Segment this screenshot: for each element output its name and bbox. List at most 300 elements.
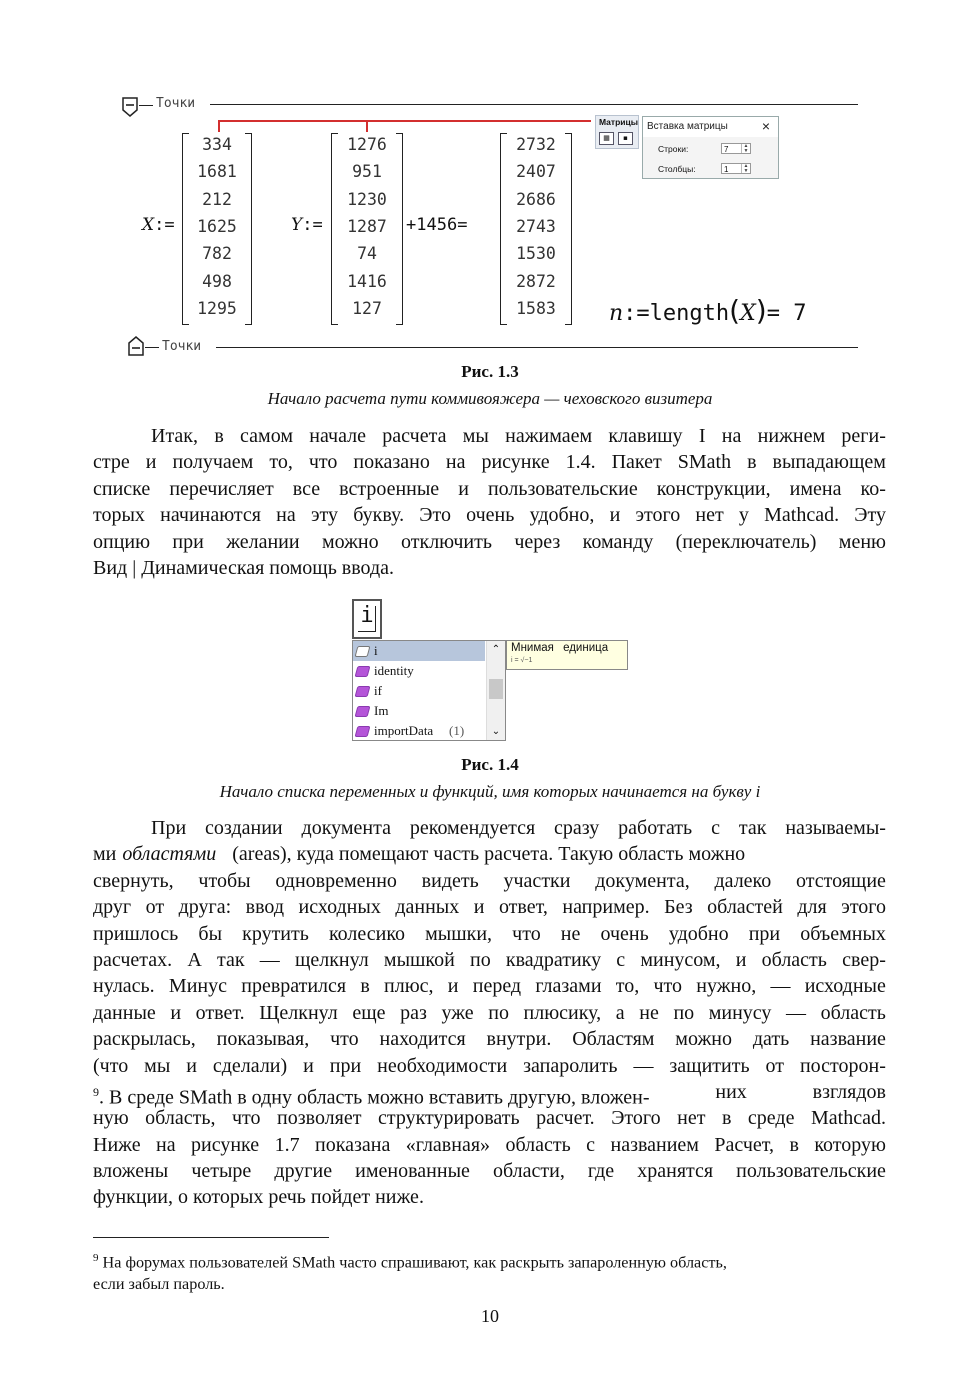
word: взглядов: [812, 1080, 886, 1103]
word: встроенные: [339, 477, 440, 500]
word: то,: [269, 451, 293, 474]
equals-sign: =: [457, 215, 468, 235]
word: где: [587, 1160, 615, 1183]
word: —: [786, 1001, 807, 1024]
variable-icon: [355, 646, 371, 657]
paragraph-2-end: [93, 1105, 886, 1211]
autocomplete-list[interactable]: [352, 640, 506, 741]
function-icon: [355, 686, 371, 697]
spinner-arrows-icon[interactable]: ▲ ▼: [741, 164, 750, 173]
word: Это: [419, 504, 451, 527]
word: в: [789, 1133, 799, 1156]
word: и: [303, 1054, 314, 1077]
autocomplete-item[interactable]: [353, 661, 485, 681]
text-line: [93, 1000, 886, 1026]
word: начинаются: [160, 504, 261, 527]
word: Ниже: [93, 1133, 141, 1156]
word: что: [330, 1028, 359, 1051]
word: нажимаем: [505, 425, 593, 447]
word: списке: [93, 477, 151, 500]
function-icon: [355, 666, 371, 677]
word: Областям: [572, 1028, 655, 1051]
matrix-cell[interactable]: 2407: [516, 162, 556, 182]
matrix-cell[interactable]: 127: [352, 298, 382, 318]
word: глазами: [535, 975, 602, 998]
word: от: [145, 896, 165, 919]
matrix-cell[interactable]: 498: [202, 271, 232, 291]
word: называемы-: [785, 817, 886, 839]
y-assign-op: :=: [302, 215, 323, 235]
figure-1-4-number: Рис. 1.4: [461, 755, 519, 774]
word: «главная»: [405, 1133, 491, 1156]
word: внутри.: [486, 1028, 552, 1051]
word: ответ,: [498, 896, 548, 919]
figure-1-4-caption: Начало списка переменных и функций, имя которых начинается на букву i: [219, 782, 761, 801]
word: что: [231, 1107, 261, 1130]
word: нет: [695, 504, 724, 527]
word: что: [653, 975, 683, 998]
text-line: [93, 1105, 886, 1131]
word: еще: [352, 1001, 386, 1024]
word: на: [156, 1133, 176, 1156]
footnote-text-1: На форумах пользователей SMath часто спрашивают, как раскрыть запароленную область,: [98, 1253, 727, 1272]
matrix-cell[interactable]: 1625: [197, 216, 237, 236]
text-fragment-justified: [222, 841, 886, 867]
word: на: [445, 451, 466, 474]
region-title-bottom[interactable]: Точки: [162, 339, 202, 354]
word: сделали): [212, 1054, 288, 1077]
matrix-cell[interactable]: 1681: [197, 162, 237, 182]
spinner-arrows-icon[interactable]: ▲ ▼: [741, 144, 750, 153]
rows-spinner[interactable]: [721, 143, 751, 154]
word: плюсику,: [523, 1001, 602, 1024]
text-line: [93, 921, 886, 947]
x-variable: X: [142, 215, 155, 235]
matrix-cell[interactable]: 1230: [347, 189, 387, 209]
word: названием: [610, 1133, 699, 1156]
word: данные: [93, 1001, 156, 1024]
scroll-up-icon[interactable]: ⌃: [491, 644, 501, 655]
text-line: [93, 476, 886, 502]
word: при: [748, 922, 781, 945]
word: перед: [472, 975, 522, 998]
red-marker-x: [218, 120, 220, 132]
word: (что: [93, 1054, 129, 1077]
tooltip-title: Мнимая единица: [511, 642, 609, 654]
word: Mathcad.: [764, 504, 840, 527]
region-bottom-connector: [145, 347, 159, 348]
word: —: [770, 975, 791, 998]
word: в: [747, 451, 757, 474]
matrix-toolbar: [595, 115, 639, 149]
matrix-cell[interactable]: 2686: [516, 189, 556, 209]
matrix-x[interactable]: [182, 133, 252, 325]
word: щелкнул: [294, 948, 369, 971]
word: превратился: [241, 975, 347, 998]
matrix-cell[interactable]: 74: [357, 244, 377, 264]
word: исходных: [298, 896, 381, 919]
autocomplete-item-label: importData: [374, 723, 434, 738]
word: и: [170, 1001, 182, 1024]
text-line: [93, 894, 886, 920]
word: которую: [814, 1133, 886, 1156]
word: область,: [145, 1107, 216, 1130]
autocomplete-item[interactable]: [353, 681, 485, 701]
word: букву.: [353, 504, 405, 527]
word: раскрылась,: [93, 1028, 196, 1051]
red-marker-horizontal: [218, 120, 591, 122]
word: нулась.: [93, 975, 155, 998]
autocomplete-item-label: identity: [374, 663, 414, 678]
word: позволяет: [277, 1107, 362, 1130]
page-number: 10: [481, 1306, 499, 1326]
length-result: = 7: [766, 301, 807, 326]
footnote-ref[interactable]: 9: [93, 1084, 99, 1099]
matrix-cell[interactable]: 1287: [347, 216, 387, 236]
word: посторон-: [799, 1054, 886, 1077]
word: друг: [93, 896, 132, 919]
function-icon: [355, 726, 371, 737]
input-underline: [358, 631, 376, 632]
word: по: [470, 948, 491, 971]
word: опцию: [93, 530, 151, 553]
word: расчет.: [536, 1107, 595, 1130]
matrix-toolbar-title: Матрицы: [599, 117, 638, 127]
word: показана: [314, 1133, 391, 1156]
word: I: [698, 425, 706, 447]
word: объемных: [800, 922, 886, 945]
cols-spinner[interactable]: [721, 163, 751, 174]
word: одновременно: [275, 869, 397, 892]
word: на: [721, 425, 742, 447]
text-fragment: . В среде SMath в одну область можно вставить другую, вложен-: [99, 1086, 650, 1109]
word: нет: [677, 1107, 706, 1130]
autocomplete-item[interactable]: [353, 701, 485, 721]
word: рисунке: [481, 451, 550, 474]
word: структурировать: [378, 1107, 520, 1130]
word: расчетах.: [93, 948, 173, 971]
word: начале: [309, 425, 367, 447]
word: этого: [635, 504, 681, 527]
region-bottom-line: [216, 347, 858, 348]
word: что: [308, 451, 338, 474]
word: дать: [752, 1028, 790, 1051]
text-fragment: (areas), куда помещают часть расчета. Такую область можно: [232, 843, 746, 866]
n-length-expression[interactable]: [609, 294, 806, 327]
text-line: [93, 423, 886, 449]
word: бы: [198, 922, 223, 945]
word: и: [145, 451, 157, 474]
word: от: [765, 1054, 785, 1077]
y-assignment-label: [291, 215, 323, 235]
word: документа,: [595, 869, 690, 892]
close-icon[interactable]: ×: [761, 118, 770, 134]
text-line-content: Вид | Динамическая помощь ввода.: [93, 556, 395, 579]
word: пользовательские: [487, 477, 638, 500]
paren-close: ): [755, 294, 767, 327]
word: запаролить: [523, 1054, 618, 1077]
autocomplete-item-label: if: [374, 683, 382, 698]
matrix-cell[interactable]: 1530: [516, 244, 556, 264]
word: Эту: [854, 504, 886, 527]
input-char: i: [360, 603, 374, 628]
word: областей: [707, 896, 783, 919]
figure-1-3-number: Рис. 1.3: [461, 362, 519, 381]
n-assign-op: :=: [623, 301, 650, 326]
word: отключить: [401, 530, 492, 553]
matrix-cell[interactable]: 334: [202, 135, 232, 154]
matrix-cell[interactable]: 2872: [516, 271, 556, 291]
word: в: [360, 975, 370, 998]
word: крутить: [242, 922, 309, 945]
word: не: [639, 1001, 659, 1024]
word: для: [797, 896, 827, 919]
word: Щелкнул: [259, 1001, 338, 1024]
text-line: [93, 1026, 886, 1052]
plus-constant-value: +1456: [406, 215, 458, 235]
word: защитить: [669, 1054, 750, 1077]
scroll-down-icon[interactable]: ⌄: [491, 726, 501, 737]
autocomplete-item-label: Im: [374, 703, 389, 718]
word: мы: [144, 1054, 171, 1077]
word: свер-: [842, 948, 886, 971]
word: команду: [582, 530, 654, 553]
word: друга:: [178, 896, 232, 919]
text-line: [93, 1079, 886, 1109]
matrix-cell[interactable]: 1295: [197, 298, 237, 318]
word: очень: [600, 922, 649, 945]
word: можно: [321, 530, 379, 553]
length-arg: X: [740, 301, 756, 326]
scrollbar[interactable]: [486, 641, 505, 740]
rows-label: Строки:: [658, 144, 689, 154]
text-fragment: [93, 1079, 650, 1109]
footnote-separator: [93, 1237, 329, 1238]
word: имена: [789, 477, 842, 500]
word: этого: [841, 896, 886, 919]
word: Mathcad.: [810, 1107, 886, 1130]
matrix-cell[interactable]: 1276: [347, 135, 387, 154]
word: сразу: [554, 817, 600, 839]
region-top-line: [210, 104, 858, 105]
word: мышкой: [383, 948, 455, 971]
dialog-header: [643, 117, 778, 137]
word: удобно,: [529, 504, 595, 527]
word: клавишу: [608, 425, 683, 447]
word: Минус: [168, 975, 227, 998]
word: расчета: [382, 425, 447, 447]
matrix-cell[interactable]: 212: [202, 189, 232, 209]
text-line: [93, 449, 886, 475]
word: а: [615, 1001, 625, 1024]
text-fragment: ми: [93, 843, 117, 866]
matrix-cell[interactable]: 951: [352, 162, 382, 182]
text-line: [93, 1184, 886, 1210]
word: Расчет,: [714, 1133, 775, 1156]
word: данных: [395, 896, 460, 919]
insert-matrix-icon[interactable]: ▦: [599, 132, 614, 145]
word: меню: [838, 530, 886, 553]
word: по: [488, 1001, 509, 1024]
collapse-region-icon[interactable]: [122, 97, 138, 122]
text-line-content: функции, о которых речь пойдет ниже.: [93, 1186, 424, 1209]
word: колесико: [328, 922, 406, 945]
word: четыре: [191, 1160, 252, 1183]
word: в: [721, 1107, 732, 1130]
word: с: [586, 1133, 596, 1156]
figure-1-3-caption: Начало расчета пути коммивояжера — чеховского визитера: [267, 389, 713, 408]
autocomplete-item[interactable]: [353, 641, 485, 661]
word: перечисляет: [169, 477, 274, 500]
word: исходные: [804, 975, 886, 998]
word: нужно,: [696, 975, 757, 998]
word: по: [673, 1001, 695, 1024]
word: области,: [492, 1160, 565, 1183]
word: нижнем: [757, 425, 826, 447]
word: то,: [615, 975, 640, 998]
text-line: [93, 1158, 886, 1184]
word: видеть: [421, 869, 479, 892]
n-variable: n: [609, 301, 624, 326]
math-input-box[interactable]: [352, 599, 382, 639]
x-assignment-label: [142, 215, 175, 235]
word: минусу: [708, 1001, 772, 1024]
word: с: [711, 817, 720, 839]
dialog-title: Вставка матрицы: [647, 121, 728, 132]
word: ко-: [860, 477, 886, 500]
word: с: [616, 948, 626, 971]
text-line: [93, 1132, 886, 1158]
word: ответ.: [195, 1001, 245, 1024]
word: показано: [353, 451, 430, 474]
text-line: [93, 555, 886, 581]
plus-constant: [406, 215, 467, 235]
word: А: [187, 948, 202, 971]
word: При: [151, 817, 187, 839]
word: ввод: [245, 896, 285, 919]
matrix-cell[interactable]: 1416: [347, 271, 387, 291]
matrix-cell[interactable]: 2743: [516, 216, 556, 236]
word: не: [560, 922, 581, 945]
function-icon: [355, 706, 371, 717]
paragraph-2: [93, 815, 886, 1211]
matrix-cell[interactable]: 1583: [516, 298, 556, 318]
word: свернуть,: [93, 869, 174, 892]
word: можно: [675, 1028, 732, 1051]
word: находится: [379, 1028, 466, 1051]
matrix-cell[interactable]: 2732: [516, 135, 556, 154]
word: минусом,: [640, 948, 721, 971]
word: выпадающем: [772, 451, 886, 474]
word: на: [276, 504, 296, 527]
word: пришлось: [93, 922, 179, 945]
determinant-icon[interactable]: ▪: [618, 132, 633, 145]
word: при: [172, 530, 204, 553]
word: через: [514, 530, 561, 553]
word: квадратику: [505, 948, 602, 971]
word: область: [820, 1001, 886, 1024]
word: участки: [503, 869, 571, 892]
text-line: [93, 868, 886, 894]
region-title-top[interactable]: Точки: [156, 96, 196, 111]
word: Этого: [611, 1107, 661, 1130]
word: и: [735, 948, 747, 971]
word: рисунке: [191, 1133, 260, 1156]
matrix-y[interactable]: [331, 133, 403, 325]
paragraph-1: [93, 423, 886, 581]
word: и: [609, 504, 621, 527]
matrix-cell[interactable]: 782: [202, 244, 232, 264]
word: Пакет: [611, 451, 662, 474]
word: —: [259, 948, 280, 971]
word: —: [633, 1054, 654, 1077]
word: торых: [93, 504, 145, 527]
word: другие: [274, 1160, 333, 1183]
word: реги-: [841, 425, 886, 447]
word: при: [329, 1054, 362, 1077]
autocomplete-item-extra: (1): [449, 723, 465, 738]
rows-value: 7: [724, 145, 729, 154]
word: очень: [466, 504, 515, 527]
text-line: [93, 947, 886, 973]
word: отстоящие: [796, 869, 886, 892]
emphasis-term: областями: [122, 843, 217, 866]
text-line: [93, 529, 886, 555]
word: желании: [226, 530, 300, 553]
word: среде: [747, 1107, 795, 1130]
word: плюс,: [384, 975, 434, 998]
word: все: [292, 477, 321, 500]
word: так: [216, 948, 245, 971]
word: раз: [400, 1001, 427, 1024]
word: далеко: [714, 869, 772, 892]
word: удобно: [668, 922, 729, 945]
word: мышки,: [425, 922, 493, 945]
word: Без: [664, 896, 693, 919]
word: хранятся: [637, 1160, 714, 1183]
word: 1.7: [274, 1133, 300, 1156]
text-line: [93, 502, 886, 528]
word: показывая,: [216, 1028, 310, 1051]
word: них: [715, 1080, 747, 1103]
word: конструкции,: [656, 477, 771, 500]
footnote-line-1: [93, 1247, 886, 1273]
word: получаем: [172, 451, 254, 474]
word: и: [447, 975, 459, 998]
autocomplete-item[interactable]: [353, 721, 485, 741]
paragraph-2-body: [93, 868, 886, 1079]
word: ную: [93, 1107, 129, 1130]
text-line: [93, 973, 886, 999]
word: Итак,: [151, 425, 199, 447]
cols-value: 1: [724, 165, 729, 174]
word: 1.4.: [565, 451, 596, 474]
word: что: [512, 922, 541, 945]
word: например.: [562, 896, 650, 919]
word: рекомендуется: [409, 817, 536, 839]
word: область: [761, 948, 827, 971]
y-variable: Y: [291, 215, 303, 235]
length-function: length: [649, 301, 730, 326]
word: и: [473, 896, 485, 919]
word: самом: [240, 425, 293, 447]
tooltip-formula: i = √−1: [511, 657, 533, 664]
word: пользовательские: [736, 1160, 886, 1183]
region-end-icon[interactable]: [128, 336, 144, 361]
word: эту: [310, 504, 338, 527]
word: SMath: [677, 451, 732, 474]
scroll-thumb[interactable]: [489, 679, 503, 699]
